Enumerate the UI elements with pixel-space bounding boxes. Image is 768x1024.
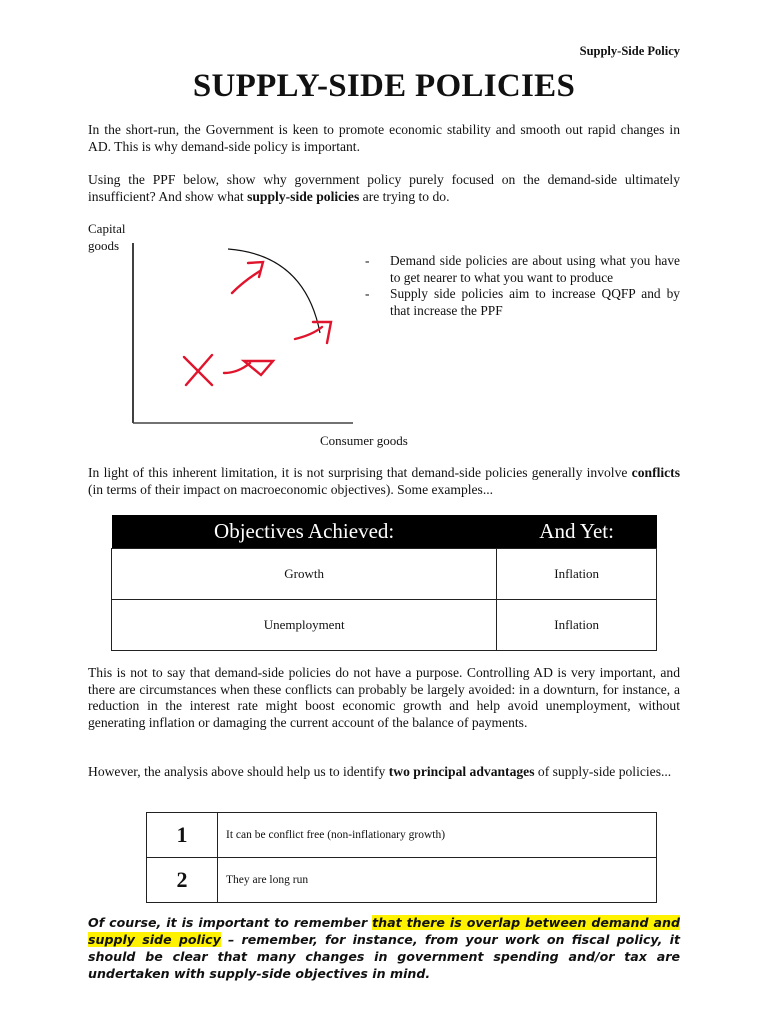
purpose-paragraph: This is not to say that demand-side policies do not have a purpose. Controlling AD is very important, and there are circumstances when these conflicts can probably be largely avoided: in a downturn, for instance, a reduction in the interest rate might boost economic growth and help avoid unemployment, without generating inflation or damaging the current account of the balance of payments. xyxy=(88,665,680,730)
running-header: Supply-Side Policy xyxy=(579,44,680,58)
y-axis-label: Capital goods xyxy=(88,221,126,253)
table-header-row xyxy=(112,515,657,549)
intro-paragraph-1: In the short-run, the Government is keen to promote economic stability and smooth out rapid changes in AD. This is why demand-side policy is important. xyxy=(88,122,680,154)
table-cell: They are long run xyxy=(218,858,657,903)
table-row xyxy=(147,813,657,858)
bullet-item: - Supply side policies aim to increase QQFP and by that increase the PPF xyxy=(365,286,680,318)
bold-term: two principal advantages xyxy=(388,764,535,779)
objectives-table xyxy=(111,515,657,651)
arrow-icon xyxy=(224,363,250,373)
outward-arrow-top-icon xyxy=(232,271,260,293)
table-row xyxy=(147,858,657,903)
table-cell: Inflation xyxy=(497,600,657,651)
row-number: 1 xyxy=(147,813,218,858)
ppf-diagram xyxy=(120,235,370,435)
outward-arrow-right-icon xyxy=(295,327,322,339)
row-number: 2 xyxy=(147,858,218,903)
column-header: Objectives Achieved: xyxy=(112,515,497,549)
table-row xyxy=(112,600,657,651)
page-title: SUPPLY-SIDE POLICIES xyxy=(192,68,576,104)
conflicts-paragraph: In light of this inherent limitation, it is not surprising that demand-side policies generally involve conflicts (in terms of their impact on macroeconomic objectives). Some examples... xyxy=(88,465,680,497)
ppf-curve xyxy=(228,249,320,333)
table-cell: Unemployment xyxy=(112,600,497,651)
column-header: And Yet: xyxy=(497,515,657,549)
highlighted-text: that there is overlap between demand and supply side policy xyxy=(88,915,680,947)
bold-term: supply-side policies xyxy=(247,188,360,204)
intro-paragraph-2: Using the PPF below, show why government policy purely focused on the demand-side ultimately insufficient? And show what supply-side policies are trying to do. xyxy=(88,172,680,204)
advantages-table xyxy=(146,812,657,903)
red-annotations xyxy=(184,262,331,385)
table-row xyxy=(112,549,657,600)
x-axis-label: Consumer goods xyxy=(320,433,408,448)
advantages-paragraph: However, the analysis above should help us to identify two principal advantages of supply-side policies... xyxy=(88,764,672,779)
table-cell: It can be conflict free (non-inflationary growth) xyxy=(218,813,657,858)
bullet-item: - Demand side policies are about using what you have to get nearer to what you want to produce xyxy=(365,253,680,285)
table-cell: Inflation xyxy=(497,549,657,600)
table-cell: Growth xyxy=(112,549,497,600)
bold-term: conflicts xyxy=(631,465,680,480)
bullet-list xyxy=(365,253,680,319)
closing-paragraph: Of course, it is important to remember that there is overlap between demand and supply side policy – remember, for instance, from your work on fiscal policy, it should be clear that many changes in government spending and/or tax are undertaken with supply-side objectives in mind. xyxy=(88,915,680,981)
